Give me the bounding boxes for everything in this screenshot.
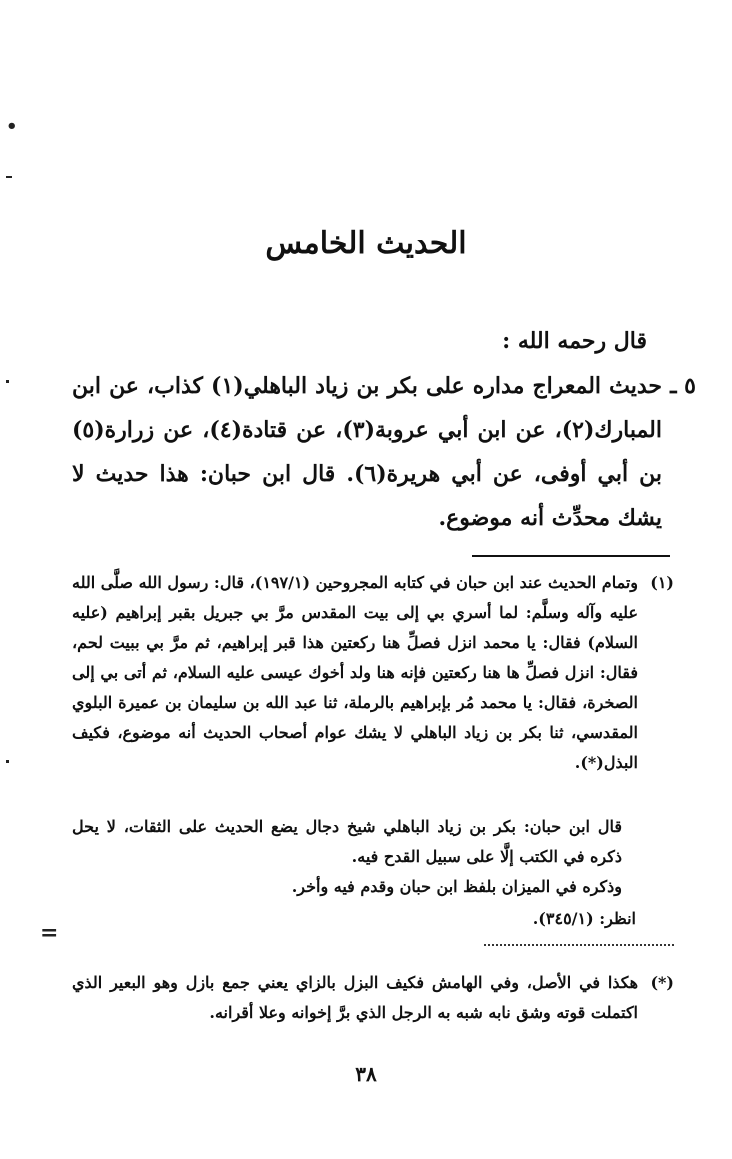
footnote-separator [472,555,670,557]
footnote-1-para-3: انظر: (٣٤٥/١). [532,909,636,928]
hadith-number: ٥ ـ [670,373,696,399]
intro-line: قال رحمه الله : [502,328,647,354]
chapter-title: الحديث الخامس [265,226,467,261]
footnote-2 [72,968,674,1028]
footnote-1-para-2: وذكره في الميزان بلفظ ابن حبان وقدم فيه وأخر. [291,877,622,896]
main-hadith-paragraph [72,364,696,540]
footnote-2-text: هكذا في الأصل، وفي الهامش فكيف البزل بالزاي يعني جمع بازل وهو البعير الذي اكتملت قوته وشق نابه شبه به الرجل الذي برَّ إخوانه وعلا أقرانه. [72,973,638,1022]
footnote-1-text: وتمام الحديث عند ابن حبان في كتابه المجروحين (١٩٧/١)، قال: رسول الله صلَّى الله عليه وآله وسلَّم: لما أسري بي إلى بيت المقدس مرَّ بي جبريل بقبر إبراهيم (عليه السلام) فقال: يا محمد انزل فصلِّ هنا ركعتين هذا قبر إبراهيم، ثم مرَّ بي ببيت لحم، فقال: انزل فصلِّ ها هنا ركعتين فإنه هنا ولد أخوك عيسى عليه السلام، ثم أتى بي إلى الصخرة، فقال: يا محمد مُر بإبراهيم بالرملة، ثنا عبد الله بن سليمان بن عميرة البلوي المقدسي، ثنا بكر بن زياد الباهلي لا يشك عوام أصحاب الحديث أنه موضوع، فكيف البذل(*). [72,573,639,772]
footnote-1 [72,568,674,778]
margin-equals-mark: = [40,920,59,946]
margin-dash [6,176,12,178]
hadith-text: حديث المعراج مداره على بكر بن زياد الباهلي(١) كذاب، عن ابن المبارك(٢)، عن ابن أبي عروبة(٣)، عن قتادة(٤)، عن زرارة(٥) بن أبي أوفى، عن أبي هريرة(٦). قال ابن حبان: هذا حديث لا يشك محدِّث أنه موضوع. [72,373,662,531]
footnote-1-para-1: قال ابن حبان: بكر بن زياد الباهلي شيخ دجال يضع الحديث على الثقات، لا يحل ذكره في الكتب إلَّا على سبيل القدح فيه. [72,817,622,866]
margin-speck: • [6,116,18,137]
page-number: ٣٨ [355,1062,377,1086]
margin-dot [6,760,9,763]
margin-dot [6,380,9,383]
footnote-2-mark: (*) [650,973,674,992]
dotted-separator [484,944,674,946]
footnote-1-mark: (١) [650,573,674,592]
